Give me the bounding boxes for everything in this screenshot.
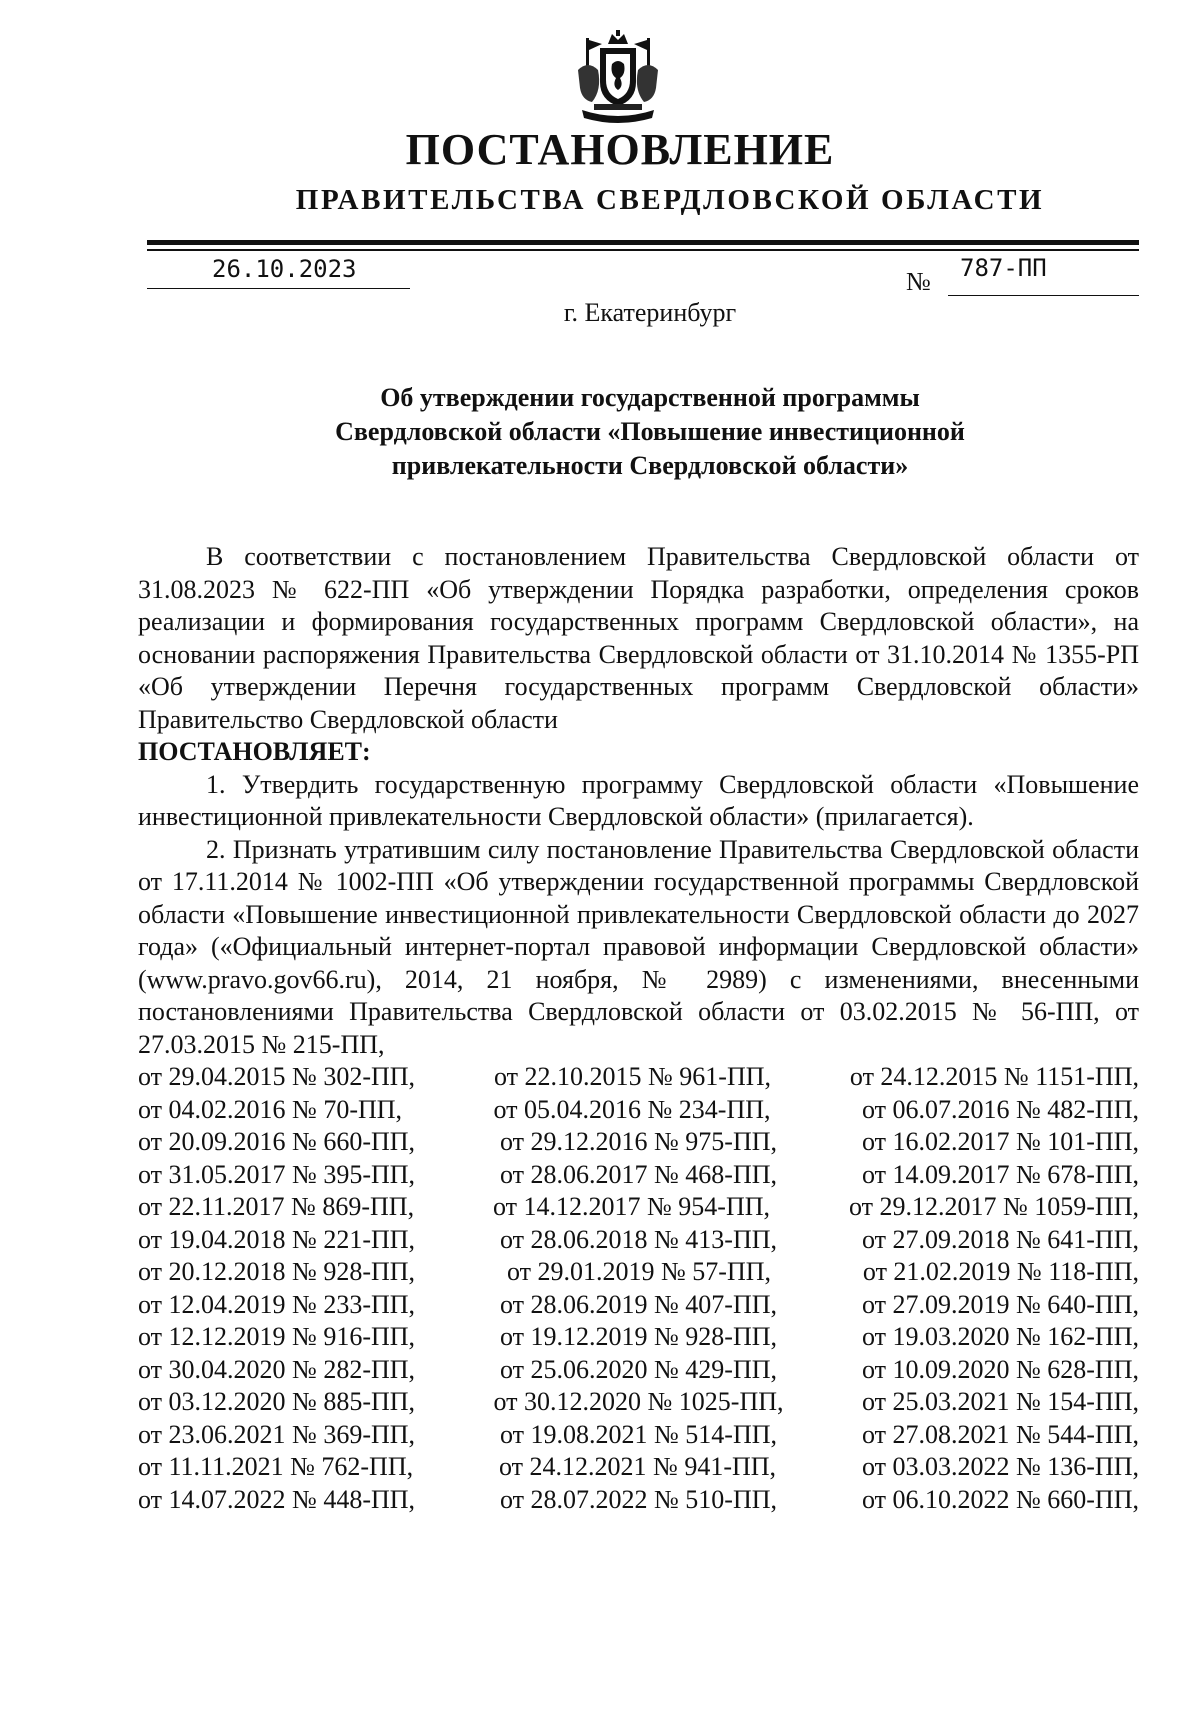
amendment-entry: от 03.03.2022 № 136-ПП, <box>861 1452 1139 1481</box>
amendment-entry: от 12.12.2019 № 916-ПП, <box>138 1322 416 1351</box>
amendment-line <box>138 1126 1139 1159</box>
item-1-paragraph: 1. Утвердить государственную программу Свердловской области «Повышение инвестиционной привлекательности Свердловской области» (прилагается). <box>138 769 1139 831</box>
header-divider-thick <box>147 240 1139 245</box>
amendment-line <box>138 1321 1139 1354</box>
amendment-entry: от 03.12.2020 № 885-ПП, <box>138 1387 416 1416</box>
amendment-line <box>138 1354 1139 1387</box>
amendment-entry: от 06.07.2016 № 482-ПП, <box>861 1094 1139 1124</box>
amendment-entry: от 14.12.2017 № 954-ПП, <box>492 1192 771 1221</box>
amendment-entry: от 06.10.2022 № 660-ПП, <box>861 1484 1139 1514</box>
amendment-line <box>138 1256 1139 1289</box>
document-number: 787-ПП <box>960 254 1047 282</box>
document-date: 26.10.2023 <box>212 255 357 283</box>
amendment-entry: от 30.12.2020 № 1025-ПП, <box>493 1387 784 1416</box>
number-sign: № <box>906 267 931 296</box>
amendment-entry: от 14.07.2022 № 448-ПП, <box>138 1484 416 1514</box>
amendment-entry: от 29.01.2019 № 57-ПП, <box>506 1257 771 1286</box>
amendment-entry: от 23.06.2021 № 369-ПП, <box>138 1419 416 1449</box>
amendment-entry: от 16.02.2017 № 101-ПП, <box>861 1127 1139 1156</box>
decree-word: ПОСТАНОВЛЯЕТ: <box>138 737 371 766</box>
document-title: ПОСТАНОВЛЕНИЕ <box>405 125 835 174</box>
amendment-entry: от 29.04.2015 № 302-ПП, <box>138 1062 416 1091</box>
number-underline <box>948 295 1139 296</box>
amendment-line <box>138 1094 1139 1127</box>
amendment-line <box>138 1484 1139 1517</box>
amendment-entry: от 27.08.2021 № 544-ПП, <box>861 1419 1139 1449</box>
document-body <box>138 541 1139 1516</box>
amendment-entry: от 27.09.2019 № 640-ПП, <box>861 1289 1139 1319</box>
amendment-line <box>138 1451 1139 1484</box>
amendment-line <box>138 1224 1139 1257</box>
amendment-entry: от 12.04.2019 № 233-ПП, <box>138 1289 416 1319</box>
amendment-line <box>138 1386 1139 1419</box>
amendment-entry: от 25.06.2020 № 429-ПП, <box>499 1354 778 1384</box>
header-divider-thin <box>147 249 1139 251</box>
document-city: г. Екатеринбург <box>563 298 737 327</box>
amendment-entry: от 10.09.2020 № 628-ПП, <box>861 1354 1139 1384</box>
amendment-entry: от 24.12.2021 № 941-ПП, <box>499 1452 777 1481</box>
amendment-entry: от 22.11.2017 № 869-ПП, <box>138 1192 415 1221</box>
amendment-entry: от 27.09.2018 № 641-ПП, <box>861 1224 1139 1254</box>
amendment-entry: от 28.06.2018 № 413-ПП, <box>499 1224 778 1254</box>
amendment-entry: от 25.03.2021 № 154-ПП, <box>861 1387 1139 1416</box>
amendment-entry: от 31.05.2017 № 395-ПП, <box>138 1159 416 1189</box>
amendment-line <box>138 1191 1139 1224</box>
heading-line: Свердловской области «Повышение инвестиционной <box>335 417 965 446</box>
amendment-entry: от 21.02.2019 № 118-ПП, <box>862 1257 1139 1286</box>
amendment-entry: от 28.06.2019 № 407-ПП, <box>499 1289 778 1319</box>
date-underline <box>147 288 410 289</box>
amendments-list <box>138 1061 1139 1516</box>
amendment-entry: от 28.06.2017 № 468-ПП, <box>499 1159 778 1189</box>
amendment-entry: от 05.04.2016 № 234-ПП, <box>493 1094 771 1124</box>
preamble-paragraph: В соответствии с постановлением Правительства Свердловской области от 31.08.2023 № 622-ПП «Об утверждении Порядка разработки, определения сроков реализации и формирования государственных программ Свердловской области», на основании распоряжения Правительства Свердловской области от 31.10.2014 № 1355-РП «Об утверждении Перечня государственных программ Свердловской области» Правительство Свердловской области <box>138 542 1139 734</box>
amendment-entry: от 14.09.2017 № 678-ПП, <box>861 1159 1139 1189</box>
document-heading <box>200 381 1100 483</box>
heading-line: Об утверждении государственной программы <box>380 383 920 412</box>
amendment-entry: от 11.11.2021 № 762-ПП, <box>138 1452 414 1481</box>
amendment-line <box>138 1419 1139 1452</box>
amendment-entry: от 04.02.2016 № 70-ПП, <box>138 1094 403 1124</box>
amendment-entry: от 20.12.2018 № 928-ПП, <box>138 1257 416 1286</box>
amendment-entry: от 24.12.2015 № 1151-ПП, <box>849 1062 1139 1091</box>
amendment-entry: от 19.03.2020 № 162-ПП, <box>861 1322 1139 1351</box>
amendment-line <box>138 1159 1139 1192</box>
amendment-entry: от 28.07.2022 № 510-ПП, <box>499 1484 778 1514</box>
amendment-entry: от 22.10.2015 № 961-ПП, <box>493 1062 771 1091</box>
coat-of-arms-emblem <box>568 30 668 130</box>
amendment-entry: от 30.04.2020 № 282-ПП, <box>138 1354 416 1384</box>
document-subtitle: ПРАВИТЕЛЬСТВА СВЕРДЛОВСКОЙ ОБЛАСТИ <box>295 184 1045 216</box>
amendment-line <box>138 1061 1139 1094</box>
item-2-paragraph: 2. Признать утратившим силу постановление Правительства Свердловской области от 17.11.2014 № 1002-ПП «Об утверждении государственной программы Свердловской области «Повышение инвестиционной привлекательности Свердловской области до 2027 года» («Официальный интернет-портал правовой информации Свердловской области» (www.pravo.gov66.ru), 2014, 21 ноября, № 2989) с изменениями, внесенными постановлениями Правительства Свердловской области от 03.02.2015 № 56-ПП, от 27.03.2015 № 215-ПП, <box>138 834 1139 1059</box>
amendment-entry: от 19.04.2018 № 221-ПП, <box>138 1224 416 1254</box>
amendment-entry: от 29.12.2017 № 1059-ПП, <box>848 1192 1139 1221</box>
amendment-entry: от 29.12.2016 № 975-ПП, <box>499 1127 778 1156</box>
amendment-entry: от 20.09.2016 № 660-ПП, <box>138 1127 416 1156</box>
heading-line: привлекательности Свердловской области» <box>391 451 909 480</box>
amendment-entry: от 19.08.2021 № 514-ПП, <box>499 1419 778 1449</box>
amendment-line <box>138 1289 1139 1322</box>
amendment-entry: от 19.12.2019 № 928-ПП, <box>499 1322 778 1351</box>
